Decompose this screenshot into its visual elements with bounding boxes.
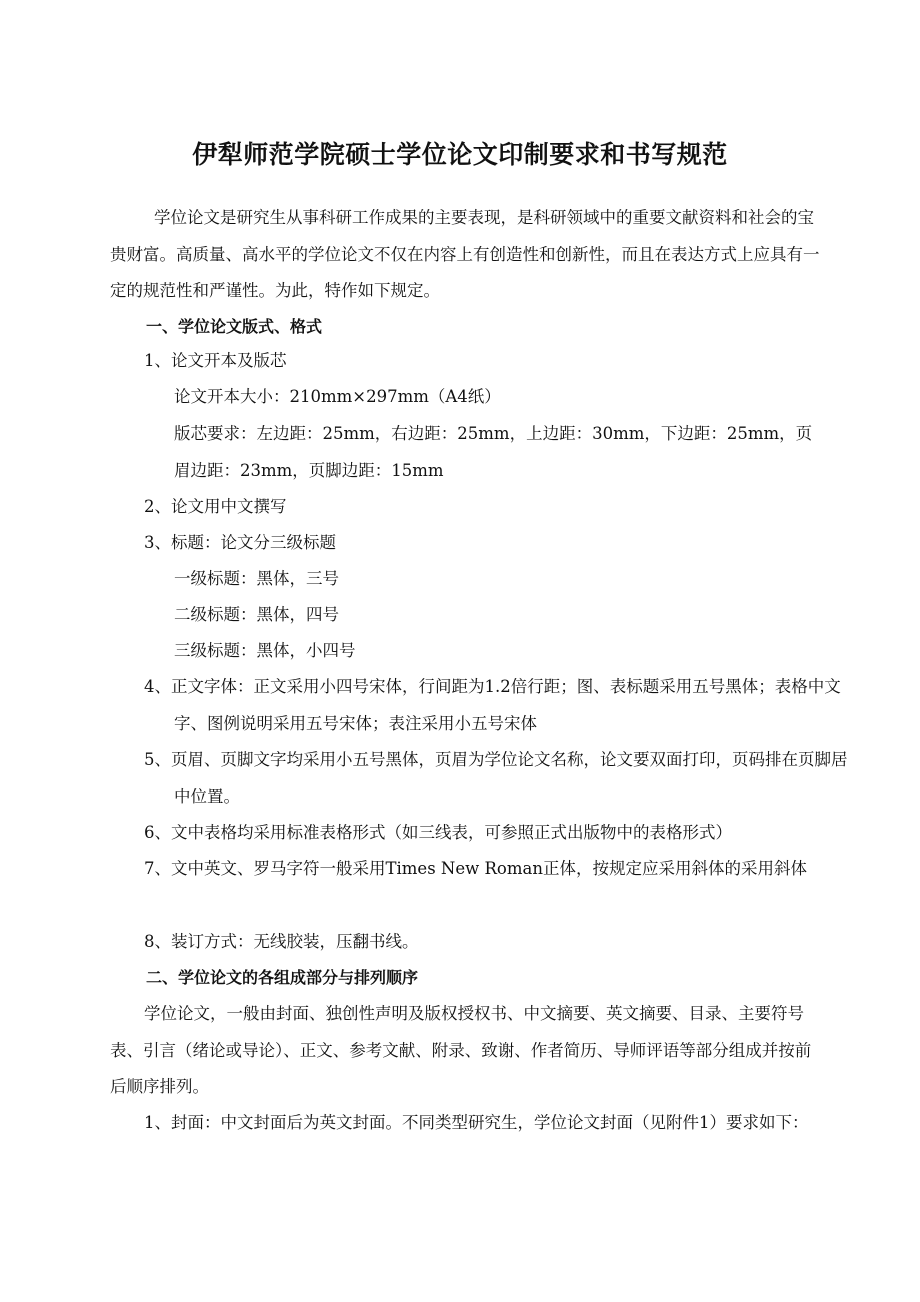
item-6: 6、文中表格均采用标准表格形式（如三线表，可参照正式出版物中的表格形式）: [144, 823, 732, 842]
intro-paragraph: 学位论文是研究生从事科研工作成果的主要表现，是科研领域中的重要文献资料和社会的宝贵财富。高质量、高水平的学位论文不仅在内容上有创造性和创新性，而且在表达方式上应具有一定的规范性和严谨性。为此，特作如下规定。: [110, 208, 820, 300]
section-1-heading: 一、学位论文版式、格式: [146, 317, 323, 336]
margins-paragraph: 版芯要求：左边距：25mm，右边距：25mm，上边距：30mm，下边距：25mm，页眉边距：23mm，页脚边距：15mm: [174, 424, 813, 480]
item-4: 4、正文字体：正文采用小四号宋体，行间距为1.2倍行距；图、表标题采用五号黑体；表格中文字、图例说明采用五号宋体；表注采用小五号宋体: [144, 677, 841, 733]
item-8: 8、装订方式：无线胶装，压翻书线。: [144, 932, 419, 951]
section-2-item-1: 1、封面：中文封面后为英文封面。不同类型研究生，学位论文封面（见附件1）要求如下：: [144, 1113, 809, 1132]
heading-level-2-spec: 二级标题：黑体，四号: [174, 605, 339, 624]
section-2-intro: 学位论文，一般由封面、独创性声明及版权授权书、中文摘要、英文摘要、目录、主要符号表、引言（绪论或导论）、正文、参考文献、附录、致谢、作者简历、导师评语等部分组成并按前后顺序排列。: [110, 1004, 812, 1096]
paper-size-line: 论文开本大小：210mm×297mm（A4纸）: [174, 387, 501, 406]
heading-level-3-spec: 三级标题：黑体，小四号: [174, 641, 356, 660]
item-1-label: 1、论文开本及版芯: [144, 351, 287, 370]
item-3-label: 3、标题：论文分三级标题: [144, 533, 336, 552]
document-title: 伊犁师范学院硕士学位论文印制要求和书写规范: [192, 140, 728, 169]
item-2: 2、论文用中文撰写: [144, 497, 287, 516]
heading-level-1-spec: 一级标题：黑体，三号: [174, 569, 339, 588]
item-5: 5、页眉、页脚文字均采用小五号黑体，页眉为学位论文名称，论文要双面打印，页码排在页脚居中位置。: [144, 750, 848, 806]
item-7: 7、文中英文、罗马字符一般采用Times New Roman正体，按规定应采用斜体的采用斜体: [144, 859, 807, 878]
section-2-heading: 二、学位论文的各组成部分与排列顺序: [146, 968, 419, 987]
